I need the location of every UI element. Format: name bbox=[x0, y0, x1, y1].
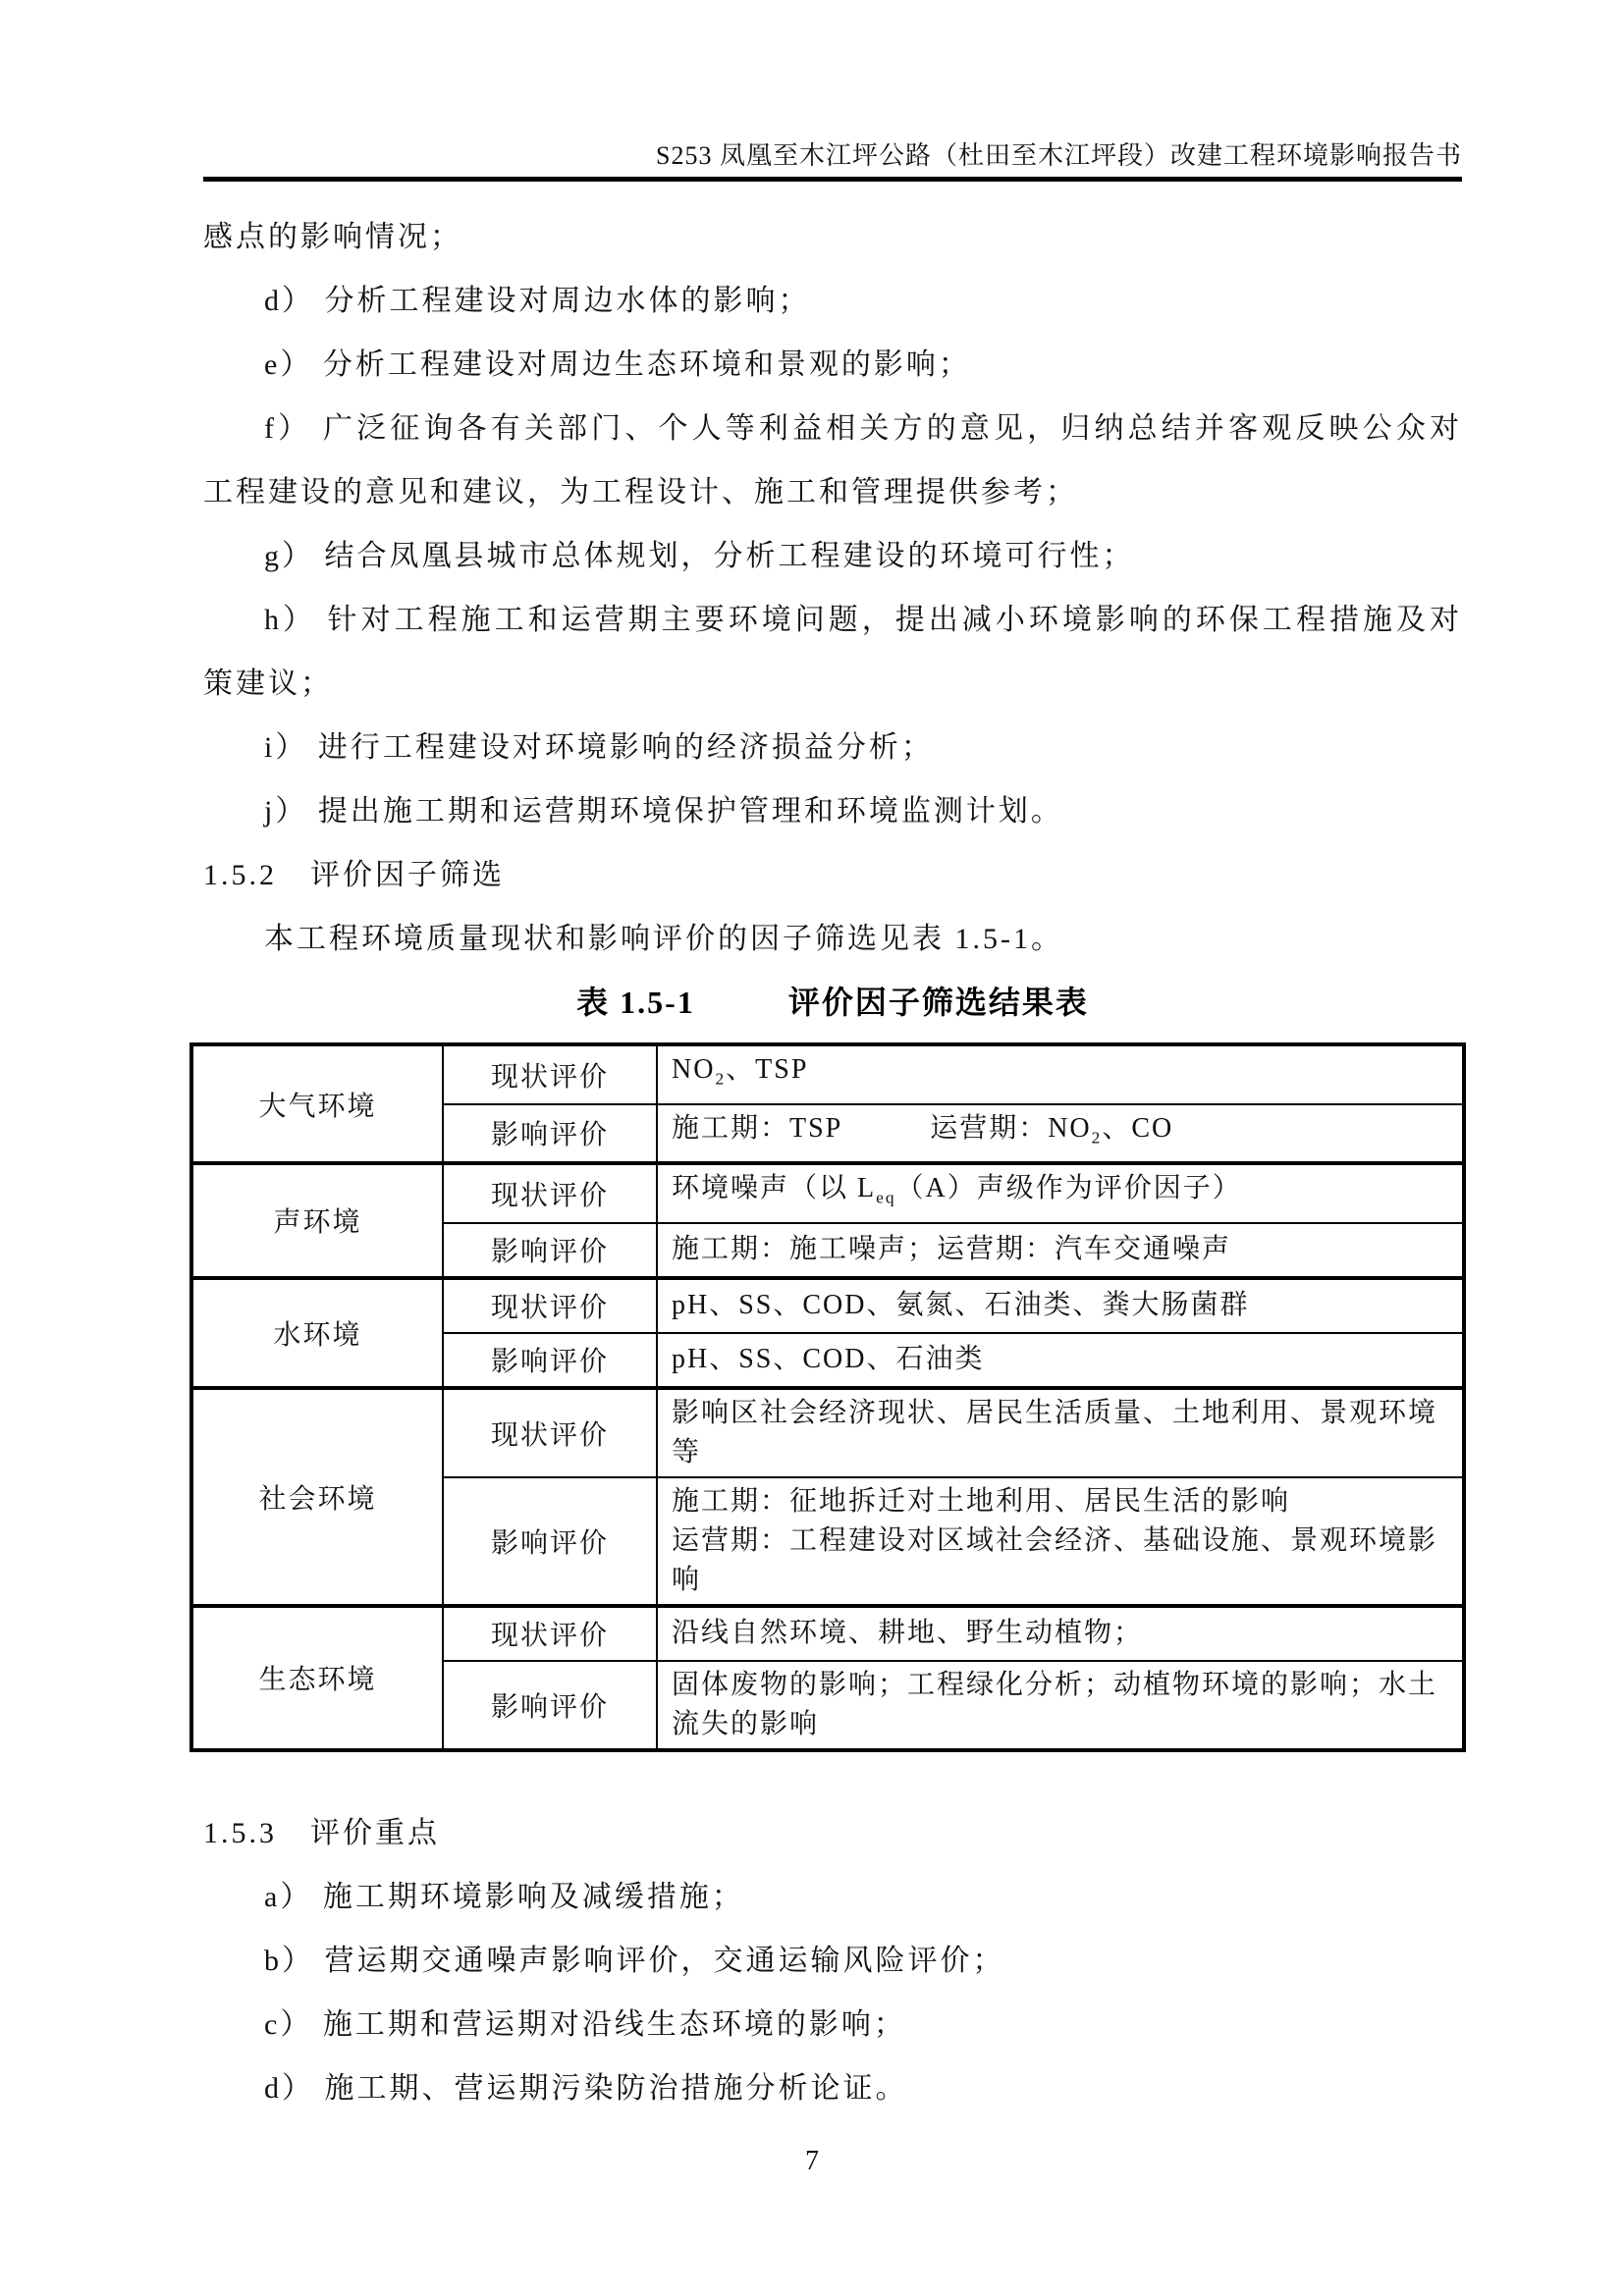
assessment-type-cell: 现状评价 bbox=[443, 1163, 657, 1223]
list-item-e: e） 分析工程建设对周边生态环境和景观的影响； bbox=[264, 348, 971, 381]
assessment-type-cell: 影响评价 bbox=[443, 1333, 657, 1388]
assessment-type-cell: 影响评价 bbox=[443, 1104, 657, 1164]
assessment-type-cell: 影响评价 bbox=[443, 1477, 657, 1606]
header-rule bbox=[203, 177, 1462, 182]
list-item-i: i） 进行工程建设对环境影响的经济损益分析； bbox=[264, 731, 934, 764]
factors-cell: pH、SS、COD、氨氮、石油类、粪大肠菌群 bbox=[657, 1278, 1464, 1333]
paragraph-continuation: 感点的影响情况； bbox=[203, 221, 462, 253]
table-row bbox=[191, 1388, 1464, 1477]
table-row bbox=[191, 1606, 1464, 1661]
factor-screening-table bbox=[189, 1042, 1466, 1752]
table-group-ecology bbox=[191, 1606, 1464, 1750]
section-title: 评价重点 bbox=[310, 1816, 440, 1849]
section-1-5-2-paragraph: 本工程环境质量现状和影响评价的因子筛选见表 1.5-1。 bbox=[264, 923, 1063, 955]
factors-cell: 影响区社会经济现状、居民生活质量、土地利用、景观环境等 bbox=[657, 1388, 1464, 1477]
list-item-f: f） 广泛征询各有关部门、个人等利益相关方的意见，归纳总结并客观反映公众对 bbox=[264, 412, 1462, 445]
category-cell: 声环境 bbox=[191, 1163, 443, 1278]
assessment-type-cell: 影响评价 bbox=[443, 1661, 657, 1750]
factors-cell: pH、SS、COD、石油类 bbox=[657, 1333, 1464, 1388]
factors-cell: 固体废物的影响；工程绿化分析；动植物环境的影响；水土流失的影响 bbox=[657, 1661, 1464, 1750]
list-item-b: b） 营运期交通噪声影响评价，交通运输风险评价； bbox=[264, 1944, 1005, 1977]
factors-cell: 环境噪声（以 $L_{eq}(A)$声级作为评价因子） bbox=[657, 1163, 1464, 1223]
list-item-j: j） 提出施工期和运营期环境保护管理和环境监测计划。 bbox=[264, 795, 1063, 828]
section-number: 1.5.3 bbox=[203, 1816, 277, 1849]
table-group-social bbox=[191, 1388, 1464, 1606]
factors-cell: $NO_2$、TSP bbox=[657, 1044, 1464, 1104]
list-item-g: g） 结合凤凰县城市总体规划，分析工程建设的环境可行性； bbox=[264, 540, 1135, 572]
category-cell: 生态环境 bbox=[191, 1606, 443, 1750]
assessment-type-cell: 现状评价 bbox=[443, 1044, 657, 1104]
category-cell: 水环境 bbox=[191, 1278, 443, 1388]
table-caption bbox=[203, 971, 1462, 1035]
list-item-h-continuation: 策建议； bbox=[203, 667, 333, 700]
factors-cell: 施工期：征地拆迁对土地利用、居民生活的影响 运营期：工程建设对区域社会经济、基础设施、景观环境影响 bbox=[657, 1477, 1464, 1606]
header-title: S253 凤凰至木江坪公路（杜田至木江坪段）改建工程环境影响报告书 bbox=[656, 141, 1462, 170]
table-group-water bbox=[191, 1278, 1464, 1388]
category-cell: 社会环境 bbox=[191, 1388, 443, 1606]
page-number: 7 bbox=[805, 2146, 819, 2176]
factors-cell: 施工期：施工噪声；运营期：汽车交通噪声 bbox=[657, 1223, 1464, 1278]
list-item-f-continuation: 工程建设的意见和建议，为工程设计、施工和管理提供参考； bbox=[203, 476, 1078, 508]
table-caption-number: 表 1.5-1 bbox=[576, 985, 695, 1020]
factors-cell: 沿线自然环境、耕地、野生动植物； bbox=[657, 1606, 1464, 1661]
list-item-a: a） 施工期环境影响及减缓措施； bbox=[264, 1880, 744, 1913]
table-row bbox=[191, 1044, 1464, 1104]
section-heading-1-5-3 bbox=[203, 1801, 1462, 1865]
assessment-type-cell: 影响评价 bbox=[443, 1223, 657, 1278]
table-group-air bbox=[191, 1044, 1464, 1163]
list-item-d: d） 分析工程建设对周边水体的影响； bbox=[264, 285, 811, 317]
assessment-type-cell: 现状评价 bbox=[443, 1606, 657, 1661]
section-number: 1.5.2 bbox=[203, 859, 277, 891]
body-text bbox=[203, 205, 1462, 2120]
section-heading-1-5-2 bbox=[203, 843, 1462, 907]
category-cell: 大气环境 bbox=[191, 1044, 443, 1163]
table-group-noise bbox=[191, 1163, 1464, 1278]
table-row bbox=[191, 1278, 1464, 1333]
list-item-h: h） 针对工程施工和运营期主要环境问题，提出减小环境影响的环保工程措施及对 bbox=[264, 604, 1462, 636]
page-content bbox=[203, 0, 1462, 2120]
assessment-type-cell: 现状评价 bbox=[443, 1278, 657, 1333]
table-row bbox=[191, 1163, 1464, 1223]
assessment-type-cell: 现状评价 bbox=[443, 1388, 657, 1477]
section-title: 评价因子筛选 bbox=[310, 859, 505, 891]
list-item-c: c） 施工期和营运期对沿线生态环境的影响； bbox=[264, 2007, 906, 2041]
list-item-d2: d） 施工期、营运期污染防治措施分析论证。 bbox=[264, 2071, 908, 2105]
factors-cell: 施工期：TSP 运营期：$NO_2$、CO bbox=[657, 1104, 1464, 1164]
table-caption-title: 评价因子筛选结果表 bbox=[787, 985, 1089, 1020]
